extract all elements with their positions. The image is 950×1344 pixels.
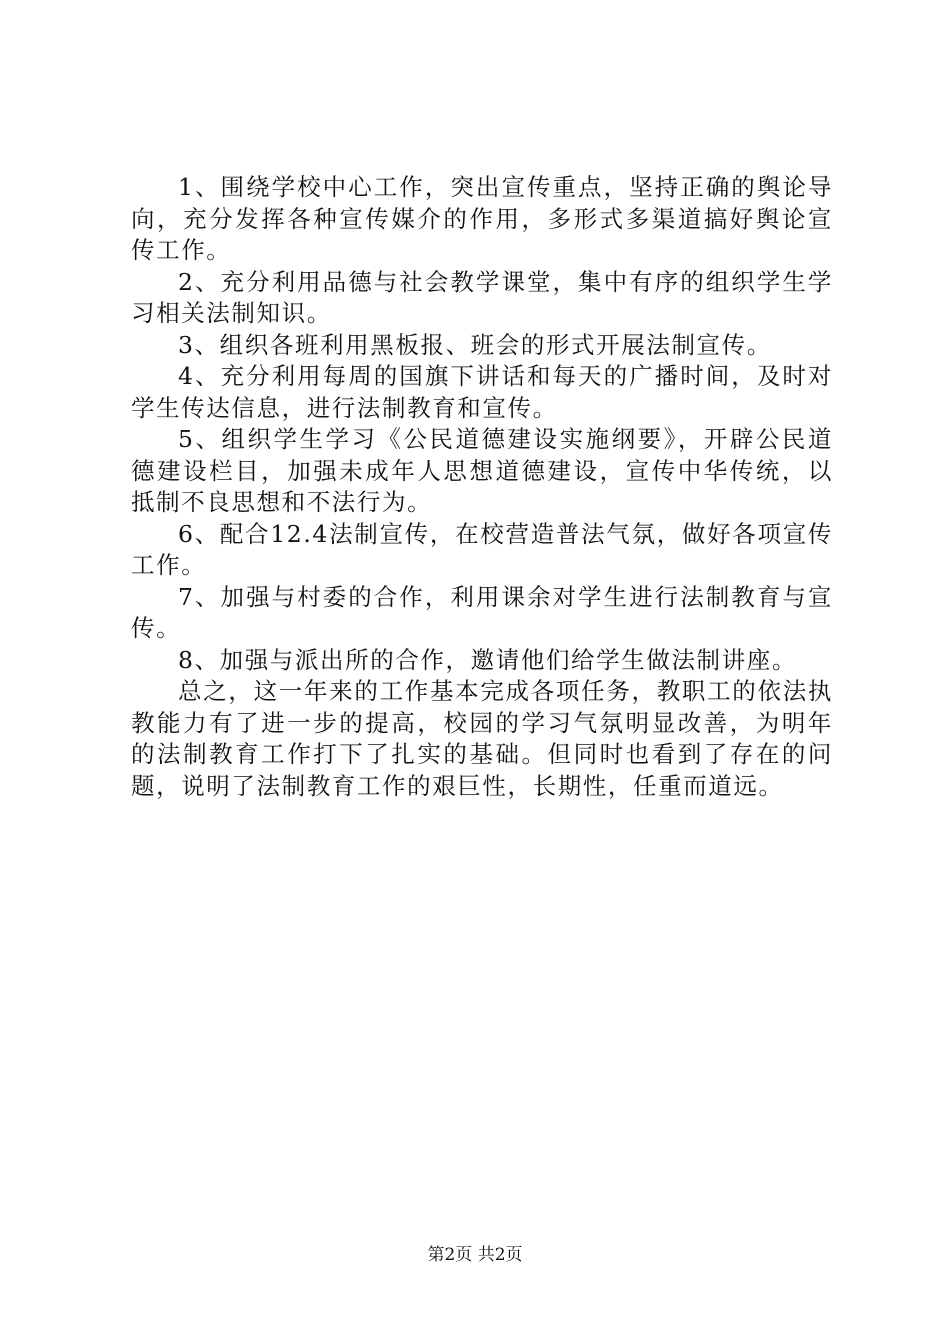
paragraph-item-6: 6、配合12.4法制宣传，在校营造普法气氛，做好各项宣传工作。 [131,519,833,579]
document-body [131,172,833,802]
paragraph-item-4: 4、充分利用每周的国旗下讲话和每天的广播时间，及时对学生传达信息，进行法制教育和宣传。 [131,362,833,422]
paragraph-item-5: 5、组织学生学习《公民道德建设实施纲要》，开辟公民道德建设栏目，加强未成年人思想道德建设，宣传中华传统，以抵制不良思想和不法行为。 [131,425,833,516]
paragraph-item-1: 1、围绕学校中心工作，突出宣传重点，坚持正确的舆论导向，充分发挥各种宣传媒介的作用，多形式多渠道搞好舆论宣传工作。 [131,173,833,264]
paragraph-summary: 总之，这一年来的工作基本完成各项任务，教职工的依法执教能力有了进一步的提高，校园的学习气氛明显改善，为明年的法制教育工作打下了扎实的基础。但同时也看到了存在的问题，说明了法制教育工作的艰巨性，长期性，任重而道远。 [131,677,833,800]
paragraph-item-3: 3、组织各班利用黑板报、班会的形式开展法制宣传。 [178,330,772,359]
paragraph-item-8: 8、加强与派出所的合作，邀请他们给学生做法制讲座。 [178,645,797,674]
paragraph-item-7: 7、加强与村委的合作，利用课余对学生进行法制教育与宣传。 [131,582,833,642]
paragraph-item-2: 2、充分利用品德与社会教学课堂，集中有序的组织学生学习相关法制知识。 [131,267,833,327]
page-number-footer: 第2页 共2页 [427,1245,523,1265]
